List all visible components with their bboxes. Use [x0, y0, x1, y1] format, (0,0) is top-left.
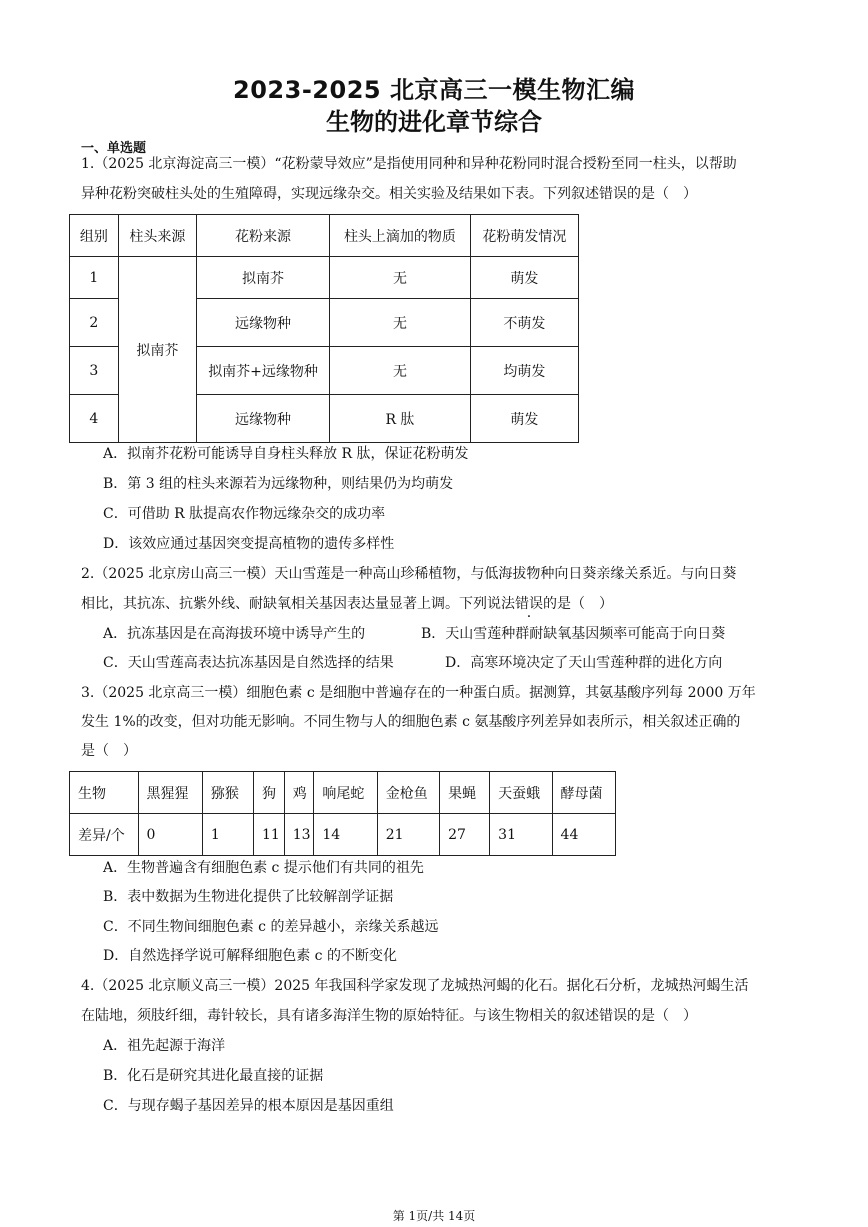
q3-option-d: D．自然选择学说可解释细胞色素 c 的不断变化 [103, 948, 397, 964]
table-header-cell: 组别 [70, 215, 119, 257]
q2-option-c: C．天山雪莲高表达抗冻基因是自然选择的结果 [103, 655, 394, 671]
result-cell: 萌发 [470, 257, 578, 299]
table-cell: 响尾蛇 [314, 772, 377, 814]
q4-stem-line1: 4.（2025 北京顺义高三一模）2025 年我国科学家发现了龙城热河蝎的化石。据化石分析，龙城热河蝎生活 [81, 978, 749, 994]
table-cell: 0 [138, 814, 202, 856]
table-cell: 44 [552, 814, 615, 856]
q3-option-b: B．表中数据为生物进化提供了比较解剖学证据 [103, 889, 394, 905]
q1-data-table [69, 214, 579, 443]
q4-option-a: A．祖先起源于海洋 [103, 1038, 226, 1054]
result-cell: 均萌发 [470, 347, 578, 395]
document-subtitle: 生物的进化章节综合 [326, 108, 542, 136]
q4-option-b: B．化石是研究其进化最直接的证据 [103, 1068, 324, 1084]
table-row [70, 772, 616, 814]
table-cell: 1 [202, 814, 253, 856]
q3-stem-line2: 发生 1%的改变，但对功能无影响。不同生物与人的细胞色素 c 氨基酸序列差异如表所示，相关叙述正确的 [81, 714, 741, 730]
section-heading: 一、单选题 [81, 141, 147, 156]
result-cell: 不萌发 [470, 299, 578, 347]
table-cell: 差异/个 [70, 814, 139, 856]
result-cell: 萌发 [470, 395, 578, 443]
q3-stem-line1: 3.（2025 北京高三一模）细胞色素 c 是细胞中普遍存在的一种蛋白质。据测算，其氨基酸序列每 2000 万年 [81, 685, 756, 701]
q3-data-table [69, 771, 616, 856]
table-cell: 金枪鱼 [377, 772, 439, 814]
page-number: 第 1页/共 14页 [392, 1209, 476, 1223]
table-cell: 天蚕蛾 [490, 772, 552, 814]
q2-option-d: D．高寒环境决定了天山雪莲种群的进化方向 [445, 655, 723, 671]
q1-option-b: B．第 3 组的柱头来源若为远缘物种，则结果仍为均萌发 [103, 476, 454, 492]
group-cell: 4 [70, 395, 119, 443]
table-cell: 狗 [254, 772, 285, 814]
table-header-cell: 柱头来源 [118, 215, 196, 257]
q1-stem-line2: 异种花粉突破柱头处的生殖障碍，实现远缘杂交。相关实验及结果如下表。下列叙述错误的是（ ） [81, 186, 697, 202]
document-title: 2023-2025 北京高三一模生物汇编 [233, 76, 635, 104]
q2-stem-tail: 的是（ ） [543, 596, 613, 612]
substance-cell: R 肽 [330, 395, 471, 443]
pollen-cell: 远缘物种 [197, 395, 330, 443]
substance-cell: 无 [330, 299, 471, 347]
table-cell: 猕猴 [202, 772, 253, 814]
q3-option-a: A．生物普遍含有细胞色素 c 提示他们有共同的祖先 [103, 860, 424, 876]
table-row [70, 814, 616, 856]
q4-stem-line2: 在陆地，须肢纤细，毒针较长，具有诸多海洋生物的原始特征。与该生物相关的叙述错误的是（ ） [81, 1008, 697, 1024]
table-cell: 酵母菌 [552, 772, 615, 814]
stigma-source-cell: 拟南芥 [118, 257, 196, 443]
q2-stem-line1: 2.（2025 北京房山高三一模）天山雪莲是一种高山珍稀植物，与低海拔物种向日葵亲缘关系近。与向日葵 [81, 566, 737, 582]
table-row [70, 257, 579, 299]
q2-option-a: A．抗冻基因是在高海拔环境中诱导产生的 [103, 626, 366, 642]
q3-option-c: C．不同生物间细胞色素 c 的差异越小，亲缘关系越远 [103, 919, 439, 935]
table-cell: 黑猩猩 [138, 772, 202, 814]
q1-stem-line1: 1.（2025 北京海淀高三一模）“花粉蒙导效应”是指使用同种和异种花粉同时混合授粉至同一柱头，以帮助 [81, 156, 737, 172]
table-header-cell: 花粉萌发情况 [470, 215, 578, 257]
group-cell: 1 [70, 257, 119, 299]
table-cell: 鸡 [284, 772, 314, 814]
table-cell: 31 [490, 814, 552, 856]
q4-option-c: C．与现存蝎子基因差异的根本原因是基因重组 [103, 1098, 394, 1114]
substance-cell: 无 [330, 257, 471, 299]
table-cell: 21 [377, 814, 439, 856]
table-cell: 生物 [70, 772, 139, 814]
substance-cell: 无 [330, 347, 471, 395]
group-cell: 2 [70, 299, 119, 347]
q1-option-a: A．拟南芥花粉可能诱导自身柱头释放 R 肽，保证花粉萌发 [103, 446, 469, 462]
table-cell: 27 [440, 814, 490, 856]
table-cell: 13 [284, 814, 314, 856]
pollen-cell: 远缘物种 [197, 299, 330, 347]
q2-stem-line2 [81, 594, 613, 614]
q2-stem-text: 相比，其抗冻、抗紫外线、耐缺氧相关基因表达量显著上调。下列说法 [81, 596, 515, 612]
q1-option-d: D．该效应通过基因突变提高植物的遗传多样性 [103, 536, 395, 552]
emphasis-word: 错误 [515, 596, 543, 612]
table-cell: 11 [254, 814, 285, 856]
q2-option-b: B．天山雪莲种群耐缺氧基因频率可能高于向日葵 [421, 626, 726, 642]
pollen-cell: 拟南芥+远缘物种 [197, 347, 330, 395]
group-cell: 3 [70, 347, 119, 395]
table-cell: 果蝇 [440, 772, 490, 814]
table-header-cell: 柱头上滴加的物质 [330, 215, 471, 257]
q3-stem-line3: 是（ ） [81, 743, 137, 759]
q1-option-c: C．可借助 R 肽提高农作物远缘杂交的成功率 [103, 506, 386, 522]
table-header-cell: 花粉来源 [197, 215, 330, 257]
table-cell: 14 [314, 814, 377, 856]
pollen-cell: 拟南芥 [197, 257, 330, 299]
